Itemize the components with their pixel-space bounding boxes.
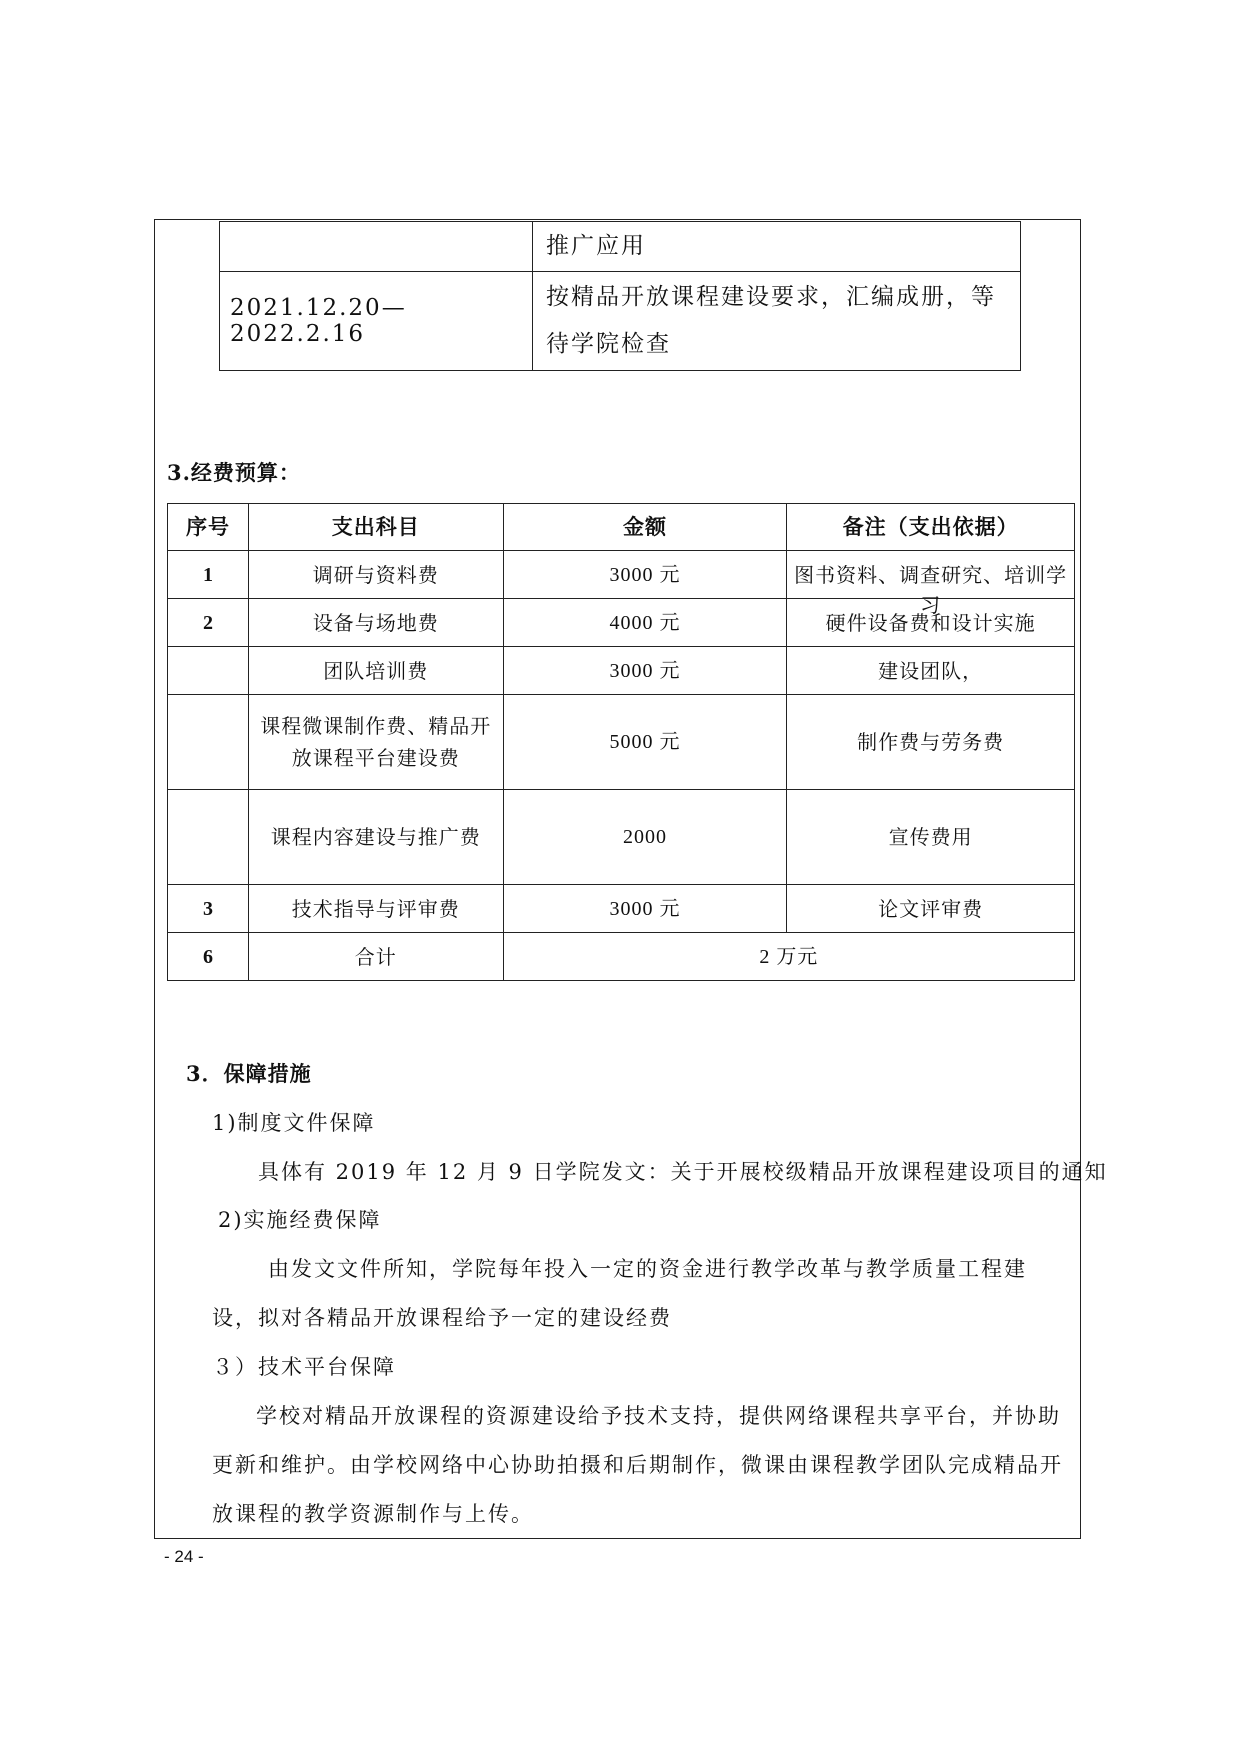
row-amount: 3000 元	[503, 885, 787, 933]
row-no	[168, 790, 249, 885]
row-item: 调研与资料费	[248, 551, 503, 599]
row-amount: 2000	[503, 790, 787, 885]
table-row	[168, 885, 1075, 933]
row-item: 课程微课制作费、精品开放课程平台建设费	[248, 695, 503, 790]
row-no: 2	[168, 599, 249, 647]
schedule-task: 按精品开放课程建设要求，汇编成册，等待学院检查	[533, 272, 1021, 371]
row-item: 课程内容建设与推广费	[248, 790, 503, 885]
row-note: 论文评审费	[787, 885, 1075, 933]
schedule-period: 2021.12.20—2022.2.16	[220, 272, 533, 371]
total-amount: 2 万元	[503, 933, 1074, 981]
page-number: - 24 -	[164, 1547, 204, 1566]
table-row	[168, 551, 1075, 599]
row-note: 建设团队，	[787, 647, 1075, 695]
row-item: 团队培训费	[248, 647, 503, 695]
table-header-row	[168, 504, 1075, 551]
row-no	[168, 647, 249, 695]
table-row	[168, 790, 1075, 885]
header-no: 序号	[168, 504, 249, 551]
row-amount: 3000 元	[503, 551, 787, 599]
schedule-period	[220, 222, 533, 272]
total-no: 6	[168, 933, 249, 981]
header-note: 备注（支出依据）	[787, 504, 1075, 551]
section-3-text: 学校对精品开放课程的资源建设给予技术支持，提供网络课程共享平台，并协助更新和维护。由学校网络中心协助拍摄和后期制作，微课由课程教学团队完成精品开放课程的教学资源制作与上传。	[212, 1404, 1063, 1526]
total-label: 合计	[248, 933, 503, 981]
section-2-title: 2)实施经费保障	[218, 1208, 382, 1232]
row-note: 宣传费用	[787, 790, 1075, 885]
table-row	[220, 222, 1021, 272]
section-1-title: 1)制度文件保障	[212, 1111, 376, 1135]
row-amount: 5000 元	[503, 695, 787, 790]
row-note	[787, 551, 1075, 617]
row-amount: 3000 元	[503, 647, 787, 695]
budget-table	[167, 503, 1075, 981]
measures-heading: 3．保障措施	[186, 1061, 312, 1086]
schedule-table	[219, 221, 1021, 371]
header-item: 支出科目	[248, 504, 503, 551]
table-row	[220, 272, 1021, 371]
row-note: 硬件设备费和设计实施	[787, 599, 1075, 647]
table-row	[168, 695, 1075, 790]
row-note: 制作费与劳务费	[787, 695, 1075, 790]
row-item: 设备与场地费	[248, 599, 503, 647]
row-item: 技术指导与评审费	[248, 885, 503, 933]
row-no: 1	[168, 551, 249, 599]
section-1-text: 具体有 2019 年 12 月 9 日学院发文：关于开展校级精品开放课程建设项目的通知	[258, 1160, 1108, 1184]
table-row	[168, 647, 1075, 695]
row-amount: 4000 元	[503, 599, 787, 647]
header-amount: 金额	[503, 504, 787, 551]
row-note-text: 图书资料、调查研究、培训学习	[794, 562, 1068, 617]
schedule-task: 推广应用	[533, 222, 1021, 272]
section-3-title: ３）技术平台保障	[212, 1355, 396, 1379]
section-2-text: 由发文文件所知，学院每年投入一定的资金进行教学改革与教学质量工程建设，拟对各精品开放课程给予一定的建设经费	[212, 1257, 1027, 1330]
total-row	[168, 933, 1075, 981]
row-no: 3	[168, 885, 249, 933]
budget-heading: 3.经费预算：	[167, 460, 301, 485]
row-no	[168, 695, 249, 790]
